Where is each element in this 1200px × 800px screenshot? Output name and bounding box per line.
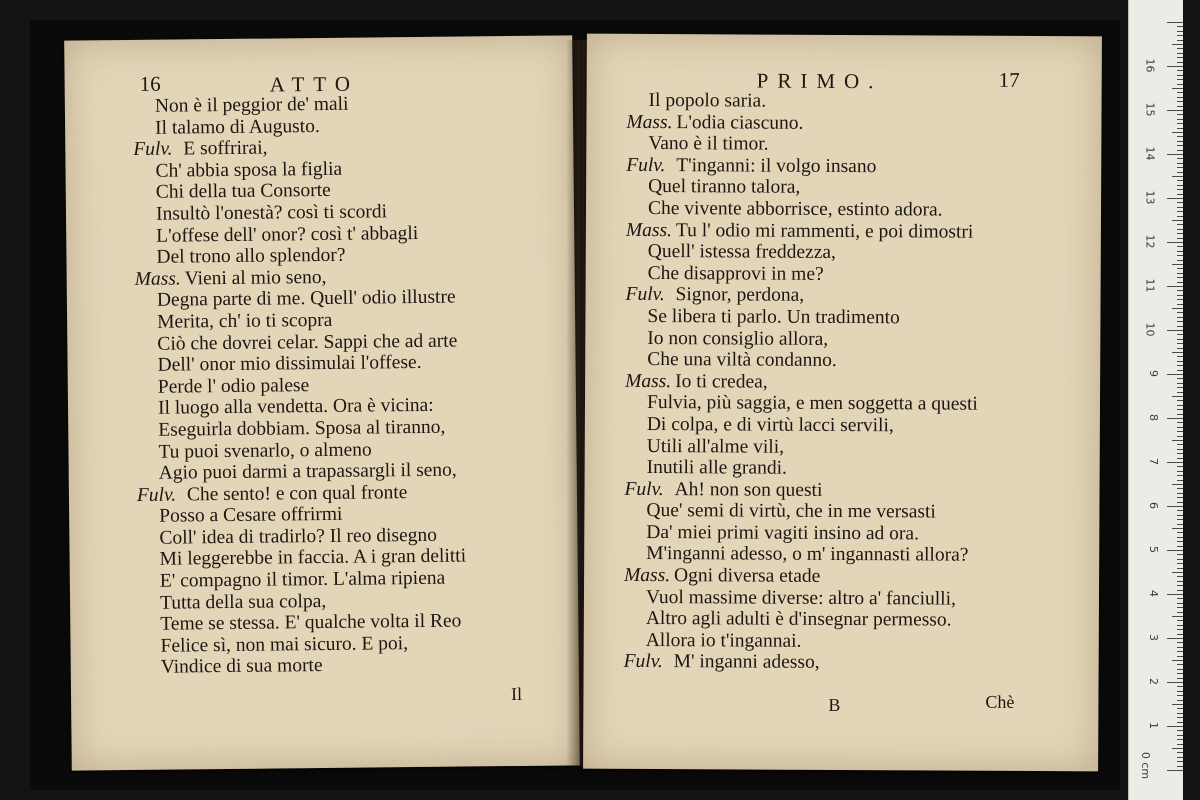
- ruler-tick: [1177, 559, 1183, 560]
- ruler-number: 15: [1143, 102, 1157, 117]
- ruler-tick: [1177, 317, 1183, 318]
- line-text: Io non consiglio allora,: [647, 327, 829, 350]
- ruler-tick: [1177, 246, 1183, 247]
- ruler-tick: [1177, 150, 1183, 151]
- line-text: Allora io t'ingannai.: [645, 629, 802, 652]
- ruler-tick: [1177, 163, 1183, 164]
- line-text: Il luogo alla vendetta. Ora è vicina:: [157, 395, 434, 420]
- right-page: [583, 34, 1102, 772]
- ruler-tick: [1172, 308, 1183, 309]
- ruler-tick: [1177, 607, 1183, 608]
- ruler-tick: [1177, 392, 1183, 393]
- line-text: Utili all'alme vili,: [646, 435, 785, 458]
- line-text: Posso a Cesare offrirmi: [159, 504, 343, 527]
- line-text: Tu puoi svenarlo, o almeno: [158, 438, 372, 463]
- ruler-tick: [1177, 238, 1183, 239]
- ruler-tick: [1177, 739, 1183, 740]
- ruler-tick: [1177, 172, 1183, 173]
- speaker-label: Mass.: [625, 370, 672, 392]
- ruler-tick: [1177, 180, 1183, 181]
- ruler-tick: [1177, 761, 1183, 762]
- right-running-head: PRIMO.: [756, 68, 883, 94]
- text-line: [584, 608, 1099, 632]
- speaker-label: Mass.: [626, 111, 673, 133]
- line-text: Vindice di sua morte: [160, 655, 323, 679]
- text-line: [586, 154, 1101, 178]
- line-text: Tu l' odio mi rammenti, e poi dimostri: [675, 219, 974, 243]
- ruler-tick: [1177, 752, 1183, 753]
- line-text: Signor, perdona,: [675, 284, 805, 307]
- ruler-tick: [1177, 515, 1183, 516]
- ruler-tick: [1177, 722, 1183, 723]
- ruler-tick: [1177, 471, 1183, 472]
- ruler-tick: [1177, 708, 1183, 709]
- ruler-tick: [1177, 444, 1183, 445]
- ruler-tick: [1177, 312, 1183, 313]
- ruler-tick: [1177, 656, 1183, 657]
- ruler-tick: [1177, 211, 1183, 212]
- ruler-tick: [1177, 563, 1183, 564]
- ruler-number: 6: [1147, 502, 1160, 509]
- ruler-tick: [1177, 453, 1183, 454]
- ruler-tick: [1177, 634, 1183, 635]
- speaker-label: Mass.: [624, 564, 671, 587]
- ruler-tick: [1177, 167, 1183, 168]
- ruler-tick: [1177, 141, 1183, 142]
- ruler-tick: [1177, 647, 1183, 648]
- ruler-tick: [1167, 22, 1183, 23]
- ruler-tick: [1177, 422, 1183, 423]
- ruler-tick: [1172, 660, 1183, 661]
- ruler-tick: [1177, 35, 1183, 36]
- ruler-tick: [1177, 136, 1183, 137]
- ruler-tick: [1177, 585, 1183, 586]
- ruler-number: 16: [1143, 58, 1157, 73]
- ruler-tick: [1172, 352, 1183, 353]
- ruler-tick: [1177, 290, 1183, 291]
- ruler-tick: [1177, 414, 1183, 415]
- line-text: Inutili alle grandi.: [646, 457, 787, 479]
- signature-mark: B: [828, 694, 841, 715]
- line-text: Che vivente abborrisce, estinto adora.: [647, 197, 943, 221]
- ruler-tick: [1172, 132, 1183, 133]
- ruler-tick: [1177, 343, 1183, 344]
- ruler-tick: [1177, 334, 1183, 335]
- line-text: Quell' istessa freddezza,: [647, 241, 836, 264]
- ruler-tick: [1172, 748, 1183, 749]
- line-text: Merita, ch' io ti scopra: [157, 309, 333, 333]
- ruler-tick: [1177, 321, 1183, 322]
- ruler-tick: [1177, 295, 1183, 296]
- ruler-tick: [1177, 678, 1183, 679]
- ruler-tick: [1167, 242, 1183, 243]
- ruler-tick: [1177, 673, 1183, 674]
- line-text: Eseguirla dobbiam. Sposa al tiranno,: [158, 416, 446, 441]
- ruler-tick: [1167, 110, 1183, 111]
- ruler-tick: [1177, 79, 1183, 80]
- ruler-tick: [1172, 616, 1183, 617]
- line-text: M' inganni adesso,: [673, 651, 820, 674]
- ruler-tick: [1177, 387, 1183, 388]
- line-text: Vieni al mio seno,: [184, 266, 327, 290]
- ruler-tick: [1177, 466, 1183, 467]
- ruler-tick: [1177, 119, 1183, 120]
- ruler-tick: [1177, 216, 1183, 217]
- ruler-tick: [1172, 440, 1183, 441]
- speaker-label: Fulv.: [625, 284, 665, 306]
- ruler-tick: [1167, 154, 1183, 155]
- ruler-tick: [1177, 409, 1183, 410]
- line-text: Del trono allo splendor?: [156, 244, 346, 268]
- right-text-block: [584, 90, 1102, 676]
- ruler-tick: [1177, 642, 1183, 643]
- line-text: Che una viltà condanno.: [647, 349, 837, 372]
- ruler-tick: [1167, 66, 1183, 67]
- ruler-tick: [1177, 106, 1183, 107]
- ruler-number: 7: [1147, 458, 1160, 465]
- ruler-tick: [1177, 730, 1183, 731]
- ruler-tick: [1177, 449, 1183, 450]
- ruler-tick: [1177, 40, 1183, 41]
- line-text: Fulvia, più saggia, e men soggetta a questi: [646, 392, 978, 416]
- ruler-number: 11: [1143, 278, 1157, 293]
- ruler-tick: [1177, 651, 1183, 652]
- ruler-tick: [1177, 84, 1183, 85]
- ruler-tick: [1167, 286, 1183, 287]
- ruler-tick: [1172, 88, 1183, 89]
- ruler-tick: [1177, 145, 1183, 146]
- text-line: [584, 629, 1099, 653]
- ruler-tick: [1177, 158, 1183, 159]
- line-text: T'inganni: il volgo insano: [676, 154, 877, 177]
- ruler-tick: [1177, 541, 1183, 542]
- ruler-tick: [1177, 497, 1183, 498]
- ruler-tick: [1177, 537, 1183, 538]
- ruler-tick: [1177, 233, 1183, 234]
- ruler-tick: [1177, 48, 1183, 49]
- ruler-tick: [1172, 396, 1183, 397]
- ruler-tick: [1177, 92, 1183, 93]
- ruler-tick: [1177, 207, 1183, 208]
- speaker-label: Fulv.: [133, 138, 173, 161]
- ruler-tick: [1167, 682, 1183, 683]
- line-text: Ogni diversa etade: [674, 565, 821, 587]
- ruler-tick: [1177, 519, 1183, 520]
- text-line: [585, 370, 1100, 394]
- text-line: [584, 565, 1099, 589]
- ruler-tick: [1177, 378, 1183, 379]
- ruler-tick: [1167, 330, 1183, 331]
- line-text: L'offese dell' onor? così t' abbagli: [156, 222, 419, 247]
- ruler-tick: [1177, 576, 1183, 577]
- text-line: [585, 349, 1100, 373]
- text-line: [584, 651, 1099, 675]
- ruler-tick: [1177, 365, 1183, 366]
- ruler-tick: [1177, 268, 1183, 269]
- line-text: Ch' abbia sposa la figlia: [155, 158, 343, 182]
- ruler-tick: [1177, 612, 1183, 613]
- ruler-number: 5: [1147, 546, 1160, 553]
- ruler-tick: [1167, 550, 1183, 551]
- ruler-tick: [1177, 97, 1183, 98]
- ruler-number: 13: [1143, 190, 1157, 205]
- ruler-tick: [1177, 224, 1183, 225]
- ruler-tick: [1177, 744, 1183, 745]
- ruler-tick: [1177, 524, 1183, 525]
- ruler-tick: [1177, 31, 1183, 32]
- ruler-tick: [1177, 53, 1183, 54]
- ruler-tick: [1177, 546, 1183, 547]
- ruler-tick: [1172, 484, 1183, 485]
- ruler-tick: [1177, 70, 1183, 71]
- speaker-label: Fulv.: [626, 154, 666, 176]
- ruler-tick: [1177, 370, 1183, 371]
- right-catchword: Chè: [985, 691, 1015, 712]
- ruler-tick: [1167, 770, 1183, 771]
- speaker-label: Fulv.: [136, 484, 177, 506]
- ruler-tick: [1177, 348, 1183, 349]
- ruler-tick: [1177, 123, 1183, 124]
- text-line: [585, 392, 1100, 416]
- ruler-tick: [1177, 691, 1183, 692]
- line-text: Teme se stessa. E' qualche volta il Reo: [160, 610, 462, 635]
- text-line: [586, 262, 1101, 286]
- line-text: Perde l' odio palese: [157, 374, 310, 398]
- text-line: [584, 500, 1099, 524]
- ruler-tick: [1177, 62, 1183, 63]
- ruler-tick: [1167, 726, 1183, 727]
- ruler-tick: [1177, 598, 1183, 599]
- line-text: Coll' idea di tradirlo? Il reo disegno: [159, 524, 438, 549]
- left-text-block: [65, 91, 579, 679]
- text-line: [584, 478, 1099, 502]
- ruler-tick: [1177, 251, 1183, 252]
- text-line: [586, 111, 1101, 135]
- line-text: Insultò l'onestà? così ti scordi: [155, 201, 388, 225]
- ruler-tick: [1177, 427, 1183, 428]
- text-line: [585, 306, 1100, 330]
- line-text: Tutta della sua colpa,: [159, 590, 327, 614]
- ruler-tick: [1177, 717, 1183, 718]
- line-text: Chi della tua Consorte: [155, 180, 331, 204]
- ruler-tick: [1177, 664, 1183, 665]
- line-text: Il popolo saria.: [648, 89, 767, 112]
- ruler-tick: [1177, 458, 1183, 459]
- ruler-tick: [1167, 594, 1183, 595]
- text-line: [586, 219, 1101, 243]
- ruler-tick: [1177, 229, 1183, 230]
- line-text: Ciò che dovrei celar. Sappi che ad arte: [157, 330, 458, 355]
- ruler-tick: [1177, 436, 1183, 437]
- text-line: [586, 284, 1101, 308]
- ruler-tick: [1167, 638, 1183, 639]
- text-line: [584, 543, 1099, 567]
- ruler-tick: [1177, 128, 1183, 129]
- line-text: L'odia ciascuno.: [676, 111, 804, 134]
- ruler-number: 10: [1143, 322, 1157, 337]
- ruler-tick: [1177, 554, 1183, 555]
- line-text: Quel tiranno talora,: [648, 176, 801, 199]
- ruler-tick: [1172, 44, 1183, 45]
- ruler-tick: [1177, 510, 1183, 511]
- ruler-tick: [1177, 405, 1183, 406]
- ruler-tick: [1177, 480, 1183, 481]
- text-line: [584, 522, 1099, 546]
- line-text: Che disapprovi in me?: [647, 262, 824, 285]
- line-text: M'inganni adesso, o m' ingannasti allora?: [646, 543, 969, 567]
- ruler-tick: [1177, 431, 1183, 432]
- text-line: [586, 198, 1101, 222]
- ruler-number: 8: [1147, 414, 1160, 421]
- ruler-tick: [1177, 185, 1183, 186]
- line-text: Altro agli adulti è d'insegnar permesso.: [645, 608, 952, 631]
- ruler-tick: [1177, 339, 1183, 340]
- line-text: Io ti credea,: [675, 370, 768, 393]
- line-text: Vano è il timor.: [648, 133, 769, 155]
- ruler-tick: [1177, 686, 1183, 687]
- ruler-tick: [1177, 194, 1183, 195]
- ruler-number: 12: [1143, 234, 1157, 249]
- ruler-tick: [1177, 590, 1183, 591]
- speaker-label: Mass.: [134, 268, 181, 290]
- line-text: Se libera ti parlo. Un tradimento: [647, 305, 900, 329]
- ruler-tick: [1177, 101, 1183, 102]
- ruler-tick: [1177, 383, 1183, 384]
- line-text: Degna parte di me. Quell' odio illustre: [156, 286, 456, 312]
- ruler-tick: [1177, 488, 1183, 489]
- ruler-tick: [1167, 198, 1183, 199]
- text-line: [585, 435, 1100, 459]
- ruler-tick: [1177, 304, 1183, 305]
- ruler-tick: [1177, 273, 1183, 274]
- ruler-tick: [1177, 695, 1183, 696]
- line-text: E' compagno il timor. L'alma ripiena: [159, 567, 446, 592]
- line-text: Dell' onor mio dissimulai l'offese.: [157, 352, 422, 376]
- ruler-tick: [1177, 260, 1183, 261]
- line-text: Da' miei primi vagiti insino ad ora.: [646, 521, 920, 545]
- ruler-tick: [1177, 603, 1183, 604]
- left-page: [64, 35, 580, 770]
- ruler-tick: [1177, 766, 1183, 767]
- ruler-number: 1: [1147, 722, 1160, 729]
- ruler-tick: [1177, 189, 1183, 190]
- text-line: [586, 241, 1101, 265]
- ruler-tick: [1177, 75, 1183, 76]
- text-line: [587, 90, 1102, 114]
- ruler-number: 9: [1147, 370, 1160, 377]
- ruler-tick: [1177, 400, 1183, 401]
- ruler-tick: [1172, 528, 1183, 529]
- ruler-tick: [1177, 625, 1183, 626]
- ruler-tick: [1167, 462, 1183, 463]
- ruler-tick: [1177, 700, 1183, 701]
- speaker-label: Mass.: [625, 219, 673, 241]
- ruler-tick: [1177, 713, 1183, 714]
- ruler-tick: [1177, 356, 1183, 357]
- ruler-tick: [1167, 506, 1183, 507]
- text-line: [585, 457, 1100, 481]
- ruler-tick: [1172, 220, 1183, 221]
- ruler-tick: [1172, 704, 1183, 705]
- ruler-tick: [1177, 581, 1183, 582]
- ruler-number: 3: [1147, 634, 1160, 641]
- left-running-head: ATTO: [269, 71, 360, 97]
- ruler-tick: [1177, 735, 1183, 736]
- text-line: [585, 327, 1100, 351]
- ruler-tick: [1177, 202, 1183, 203]
- ruler-tick: [1172, 264, 1183, 265]
- line-text: Che sento! e con qual fronte: [186, 481, 408, 506]
- ruler-tick: [1167, 418, 1183, 419]
- ruler-tick: [1177, 26, 1183, 27]
- text-line: [585, 414, 1100, 438]
- ruler-tick: [1172, 572, 1183, 573]
- line-text: Agio puoi darmi a trapassargli il seno,: [158, 459, 457, 484]
- ruler-tick: [1177, 532, 1183, 533]
- ruler-tick: [1177, 669, 1183, 670]
- ruler-tick: [1177, 629, 1183, 630]
- speaker-label: Fulv.: [624, 478, 664, 500]
- line-text: Non è il peggior de' mali: [154, 93, 349, 117]
- ruler-tick: [1177, 620, 1183, 621]
- line-text: Di colpa, e di virtù lacci servili,: [646, 413, 894, 437]
- text-line: [586, 176, 1101, 200]
- ruler-tick: [1177, 757, 1183, 758]
- ruler-tick: [1177, 299, 1183, 300]
- ruler-tick: [1177, 475, 1183, 476]
- left-catchword: Il: [510, 683, 523, 705]
- ruler-tick: [1172, 176, 1183, 177]
- text-line: [584, 586, 1099, 610]
- line-text: Vuol massime diverse: altro a' fanciulli,: [645, 586, 956, 610]
- text-line: [71, 653, 579, 680]
- line-text: Que' semi di virtù, che in me versasti: [646, 500, 936, 523]
- speaker-label: Fulv.: [623, 651, 663, 673]
- ruler-tick: [1177, 57, 1183, 58]
- ruler-tick: [1167, 374, 1183, 375]
- ruler-tick: [1177, 326, 1183, 327]
- ruler-tick: [1177, 114, 1183, 115]
- ruler-number: 14: [1143, 146, 1157, 161]
- ruler-number: 4: [1147, 590, 1160, 597]
- left-page-number: 16: [139, 71, 161, 96]
- line-text: Ah! non son questi: [674, 478, 823, 501]
- ruler-unit-label: 0 cm: [1138, 751, 1152, 780]
- line-text: Mi leggerebbe in faccia. A i gran delitti: [159, 545, 467, 571]
- ruler-tick: [1177, 361, 1183, 362]
- ruler-tick: [1177, 502, 1183, 503]
- ruler-number: 2: [1147, 678, 1160, 685]
- ruler-tick: [1177, 282, 1183, 283]
- right-page-number: 17: [998, 67, 1020, 92]
- line-text: Il talamo di Augusto.: [154, 115, 320, 139]
- ruler-tick: [1177, 493, 1183, 494]
- line-text: Felice sì, non mai sicuro. E poi,: [160, 632, 409, 657]
- ruler-tick: [1177, 568, 1183, 569]
- measurement-ruler: [1128, 0, 1183, 800]
- line-text: E soffrirai,: [183, 137, 268, 160]
- text-line: [586, 133, 1101, 157]
- ruler-tick: [1177, 255, 1183, 256]
- ruler-tick: [1177, 277, 1183, 278]
